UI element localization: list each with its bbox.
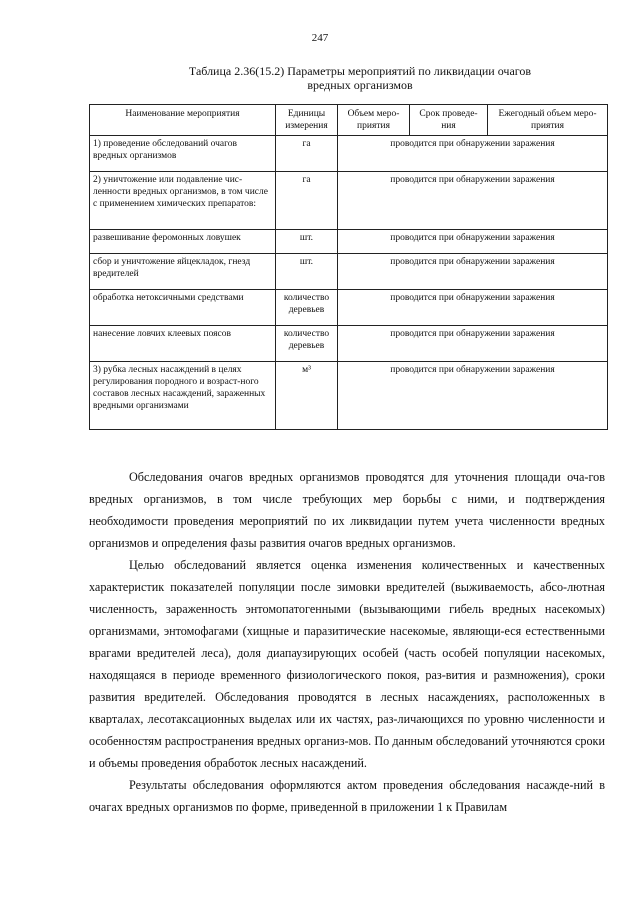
table-caption xyxy=(0,64,640,92)
table-caption-line-2: вредных организмов xyxy=(307,78,413,92)
row-unit: количество деревьев xyxy=(276,290,338,326)
header-period: Срок проведе-ния xyxy=(410,105,488,136)
row-condition: проводится при обнаружении заражения xyxy=(338,290,608,326)
paragraph: Целью обследований является оценка изменения количественных и качественных характеристик показателей популяции после зимовки вредителей (выживаемость, абсо-лютная численность, зараженность энтомопатогенными (вызывающими гибель вредных насекомых) организмами, энтомофагами (хищные и паразитические насекомые, являющи-еся естественными врагами вредителей леса), доля диапаузирующих особей (часть особей популяции насекомых, находящаяся в периоде временного физиологического покоя, раз-вития и размножения), сроки развития вредителей. Обследования проводятся в лесных насаждениях, расположенных в кварталах, лесотаксационных выделах или их частях, раз-личающихся по уровню численности и особенностям распространения вредных организ-мов. По данным обследований уточняются сроки и объемы проведения обработок лесных насаждений. xyxy=(89,558,605,770)
table-row xyxy=(90,230,608,254)
row-unit: га xyxy=(276,172,338,230)
row-measure-name: 2) уничтожение или подавление чис-ленности вредных организмов, в том числе с применением химических препаратов: xyxy=(90,172,276,230)
row-condition: проводится при обнаружении заражения xyxy=(338,136,608,172)
row-condition: проводится при обнаружении заражения xyxy=(338,254,608,290)
row-measure-name: 3) рубка лесных насаждений в целях регулирования породного и возраст-ного составов лесных насаждений, зараженных вредными организмами xyxy=(90,362,276,430)
row-condition: проводится при обнаружении заражения xyxy=(338,326,608,362)
header-measure-name: Наименование мероприятия xyxy=(90,105,276,136)
table-row xyxy=(90,172,608,230)
table-row xyxy=(90,290,608,326)
body-text xyxy=(89,466,605,818)
row-condition: проводится при обнаружении заражения xyxy=(338,230,608,254)
row-unit: шт. xyxy=(276,230,338,254)
row-measure-name: обработка нетоксичными средствами xyxy=(90,290,276,326)
paragraph: Результаты обследования оформляются актом проведения обследования насажде-ний в очагах вредных организмов по форме, приведенной в приложении 1 к Правилам xyxy=(89,778,605,814)
table-row xyxy=(90,326,608,362)
row-condition: проводится при обнаружении заражения xyxy=(338,172,608,230)
row-measure-name: 1) проведение обследований очагов вредных организмов xyxy=(90,136,276,172)
row-unit: количество деревьев xyxy=(276,326,338,362)
header-annual-volume: Ежегодный объем меро-приятия xyxy=(488,105,608,136)
table-caption-line-1: Таблица 2.36(15.2) Параметры мероприятий по ликвидации очагов xyxy=(188,64,532,78)
row-condition: проводится при обнаружении заражения xyxy=(338,362,608,430)
row-unit: га xyxy=(276,136,338,172)
row-unit: шт. xyxy=(276,254,338,290)
row-measure-name: сбор и уничтожение яйцекладок, гнезд вредителей xyxy=(90,254,276,290)
row-measure-name: нанесение ловчих клеевых поясов xyxy=(90,326,276,362)
table-row xyxy=(90,362,608,430)
header-units: Единицы измерения xyxy=(276,105,338,136)
header-volume: Объем меро-приятия xyxy=(338,105,410,136)
row-measure-name: развешивание феромонных ловушек xyxy=(90,230,276,254)
page-number: 247 xyxy=(311,32,329,44)
measures-table xyxy=(89,104,608,430)
table-row xyxy=(90,136,608,172)
table-header-row xyxy=(90,105,608,136)
table-row xyxy=(90,254,608,290)
row-unit: м³ xyxy=(276,362,338,430)
paragraph: Обследования очагов вредных организмов проводятся для уточнения площади оча-гов вредных организмов, в том числе требующих мер борьбы с ними, и подтверждения необходимости проведения мероприятий по их ликвидации путем учета численности вредных организмов и определения фазы развития очагов вредных организмов. xyxy=(89,470,605,550)
